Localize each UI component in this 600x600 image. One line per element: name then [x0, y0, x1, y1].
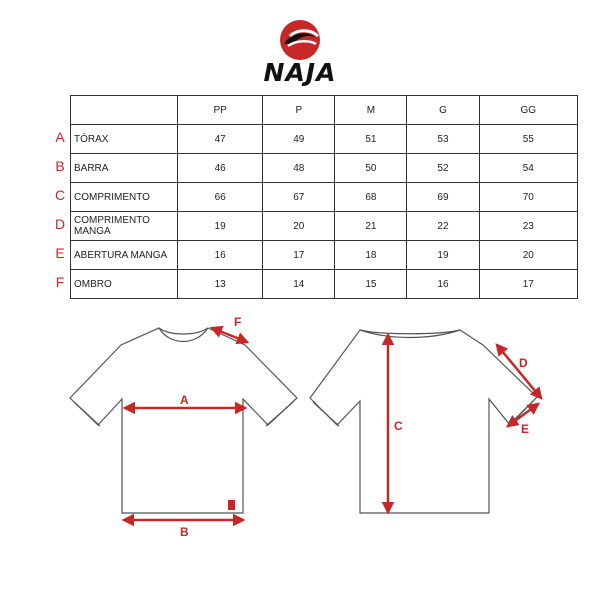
table-cell: 52: [407, 154, 479, 183]
table-row: [71, 125, 578, 154]
brand-wordmark: NAJA: [263, 58, 337, 87]
measure-label: COMPRIMENTO MANGA: [71, 212, 178, 241]
dimension-label-a: A: [180, 393, 189, 407]
table-cell: 13: [178, 270, 263, 299]
table-cell: 16: [407, 270, 479, 299]
table-row: [71, 212, 578, 241]
tshirt-back: [310, 330, 537, 513]
row-letter: A: [55, 129, 65, 145]
size-header: G: [407, 96, 479, 125]
table-cell: 69: [407, 183, 479, 212]
dimension-label-f: F: [234, 315, 242, 329]
table-cell: 67: [263, 183, 335, 212]
table-cell: 21: [335, 212, 407, 241]
table-cell: 15: [335, 270, 407, 299]
size-header: M: [335, 96, 407, 125]
snake-icon: [254, 14, 346, 62]
table-cell: 20: [479, 241, 578, 270]
dimension-label-d: D: [519, 356, 528, 370]
size-table: [70, 95, 578, 299]
table-cell: 68: [335, 183, 407, 212]
row-letter: D: [54, 216, 66, 232]
measure-label: BARRA: [71, 154, 178, 183]
table-cell: 23: [479, 212, 578, 241]
row-letters: [53, 123, 67, 297]
measure-label: COMPRIMENTO: [71, 183, 178, 212]
row-letter: F: [55, 274, 65, 290]
table-cell: 20: [263, 212, 335, 241]
table-header-row: [71, 96, 578, 125]
table-row: [71, 154, 578, 183]
table-row: [71, 270, 578, 299]
header-empty-cell: [71, 96, 178, 125]
row-letter: E: [55, 245, 65, 261]
row-letter: B: [55, 158, 65, 174]
size-header: PP: [178, 96, 263, 125]
row-letter: C: [54, 187, 66, 203]
table-cell: 48: [263, 154, 335, 183]
table-cell: 16: [178, 241, 263, 270]
table-cell: 22: [407, 212, 479, 241]
size-header: GG: [479, 96, 578, 125]
table-cell: 19: [407, 241, 479, 270]
table-cell: 54: [479, 154, 578, 183]
dimension-label-c: C: [394, 419, 403, 433]
brand-logo: [254, 14, 346, 86]
table-cell: 18: [335, 241, 407, 270]
table-cell: 51: [335, 125, 407, 154]
dimension-label-b: B: [180, 525, 189, 539]
measure-label: TÓRAX: [71, 125, 178, 154]
table-cell: 53: [407, 125, 479, 154]
table-row: [71, 183, 578, 212]
table-cell: 47: [178, 125, 263, 154]
measure-label: OMBRO: [71, 270, 178, 299]
tshirt-diagrams: [0, 300, 600, 600]
table-cell: 66: [178, 183, 263, 212]
table-cell: 50: [335, 154, 407, 183]
table-cell: 70: [479, 183, 578, 212]
table-cell: 14: [263, 270, 335, 299]
table-cell: 49: [263, 125, 335, 154]
table-cell: 46: [178, 154, 263, 183]
dimension-label-e: E: [521, 422, 530, 436]
table-cell: 17: [479, 270, 578, 299]
table-cell: 55: [479, 125, 578, 154]
table-cell: 17: [263, 241, 335, 270]
tshirt-front: [70, 328, 297, 513]
size-header: P: [263, 96, 335, 125]
table-row: [71, 241, 578, 270]
measure-label: ABERTURA MANGA: [71, 241, 178, 270]
table-cell: 19: [178, 212, 263, 241]
